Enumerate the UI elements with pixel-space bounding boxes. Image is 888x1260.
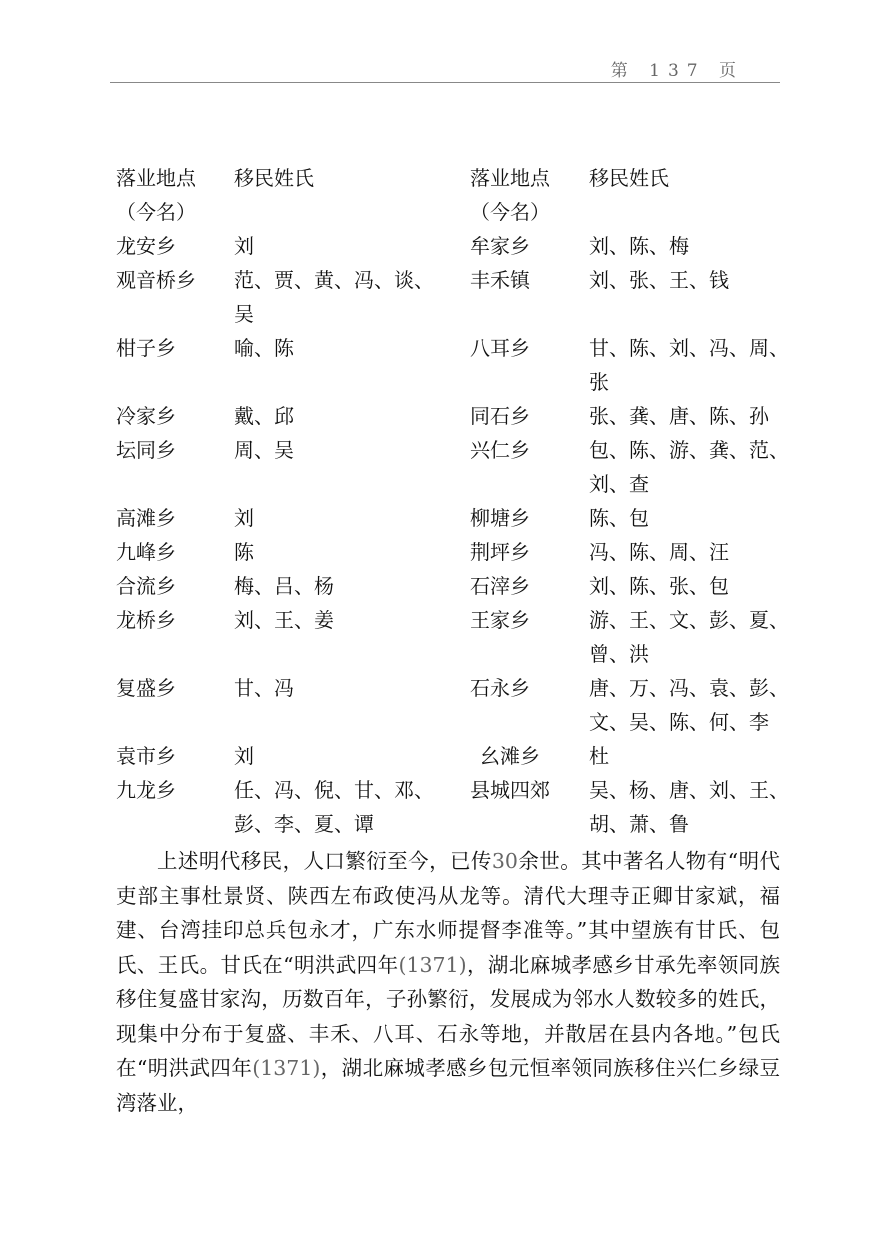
table-cell-place: 袁市乡 [116, 744, 176, 768]
table-cell-surnames: 胡、萧、鲁 [589, 812, 689, 836]
paragraph-sentence: ，湖北麻城孝感乡包元恒率领同族移住兴仁乡绿豆湾落业， [116, 1056, 780, 1115]
table-cell-surnames: 唐、万、冯、袁、彭、 [589, 676, 789, 700]
table-cell-place: 石永乡 [470, 676, 530, 700]
header-place-left [116, 161, 196, 229]
table-cell-surnames: 张、龚、唐、陈、孙 [589, 404, 769, 428]
generation-count: 30 [491, 849, 518, 873]
table-cell-place: 龙桥乡 [116, 608, 176, 632]
paragraph-sentence: ，湖北麻城孝感乡甘承先率领同族移住复盛甘家沟，历数百年，子孙繁衍，发展成为邻水人数较多的姓氏，现集中分布于复盛、丰禾、八耳、石永等地，并散居在县内各地。”包氏在“明洪武四年 [116, 952, 781, 1080]
header-place-label: 落业地点 [470, 166, 550, 190]
table-cell-surnames: 冯、陈、周、汪 [589, 540, 729, 564]
table-cell-place: 九峰乡 [116, 540, 176, 564]
table-cell-surnames: 刘、王、姜 [234, 608, 334, 632]
table-cell-surnames: 游、王、文、彭、夏、 [589, 608, 789, 632]
table-cell-place: 坛同乡 [116, 438, 176, 462]
table-cell-place: 观音桥乡 [116, 268, 196, 292]
table-cell-surnames: 刘、陈、张、包 [589, 574, 729, 598]
header-place-sub: （今名） [470, 200, 550, 224]
header-place-label: 落业地点 [116, 166, 196, 190]
left-place-column [116, 229, 196, 807]
table-cell-surnames: 甘、陈、刘、冯、周、 [589, 336, 789, 360]
table-cell-place: 王家乡 [470, 608, 530, 632]
right-place-column [470, 229, 550, 807]
table-cell-surnames: 曾、洪 [589, 642, 649, 666]
table-cell-surnames: 彭、李、夏、谭 [234, 812, 374, 836]
table-cell-place: 荆坪乡 [470, 540, 530, 564]
table-cell-place: 幺滩乡 [480, 744, 540, 768]
table-cell-surnames: 范、贾、黄、冯、谈、 [234, 268, 434, 292]
paragraph-text [116, 844, 780, 1120]
table-cell-surnames: 刘、张、王、钱 [589, 268, 729, 292]
header-place-sub: （今名） [116, 200, 196, 224]
table-cell-place: 合流乡 [116, 574, 176, 598]
table-cell-place: 冷家乡 [116, 404, 176, 428]
table-cell-place: 复盛乡 [116, 676, 176, 700]
table-cell-surnames: 刘 [234, 744, 254, 768]
table-cell-surnames: 梅、吕、杨 [234, 574, 334, 598]
table-cell-surnames: 吴 [234, 302, 254, 326]
table-cell-surnames: 戴、邱 [234, 404, 294, 428]
table-cell-surnames: 文、吴、陈、何、李 [589, 710, 769, 734]
table-cell-place: 柑子乡 [116, 336, 176, 360]
table-cell-place: 柳塘乡 [470, 506, 530, 530]
table-cell-place: 丰禾镇 [470, 268, 530, 292]
header-place-right [470, 161, 550, 229]
table-cell-surnames: 喻、陈 [234, 336, 294, 360]
table-cell-surnames: 任、冯、倪、甘、邓、 [234, 778, 434, 802]
right-surnames-column [589, 229, 789, 841]
table-cell-place: 同石乡 [470, 404, 530, 428]
table-cell-surnames: 甘、冯 [234, 676, 294, 700]
table-cell-place: 龙安乡 [116, 234, 176, 258]
table-cell-surnames: 刘、查 [589, 472, 649, 496]
table-cell-place: 八耳乡 [470, 336, 530, 360]
table-cell-surnames: 周、吴 [234, 438, 294, 462]
table-cell-surnames: 刘 [234, 234, 254, 258]
body-paragraph [116, 844, 780, 1120]
year-number: (1371) [398, 952, 467, 977]
table-cell-surnames: 刘、陈、梅 [589, 234, 689, 258]
table-cell-place: 高滩乡 [116, 506, 176, 530]
header-surnames-left: 移民姓氏 [234, 166, 314, 190]
table-cell-surnames: 陈、包 [589, 506, 649, 530]
paragraph-sentence: 余世。其中著名人物有“明代吏部主事杜景贤、陕西左布政使冯从龙等。清代大理寺正卿甘家斌，福建、台湾挂印总兵包永才，广东水师提督李准等。”其中望族有甘氏、包氏、王氏。甘氏在“明洪武四年 [116, 849, 781, 977]
table-cell-place: 牟家乡 [470, 234, 530, 258]
table-cell-surnames: 张 [589, 370, 609, 394]
table-cell-surnames: 吴、杨、唐、刘、王、 [589, 778, 789, 802]
left-surnames-column [234, 229, 434, 841]
table-cell-surnames: 包、陈、游、龚、范、 [589, 438, 789, 462]
table-cell-place: 县城四郊 [470, 778, 550, 802]
table-cell-place: 石滓乡 [470, 574, 530, 598]
page-number: 第 137 页 [610, 61, 744, 81]
table-cell-place: 九龙乡 [116, 778, 176, 802]
table-cell-surnames: 杜 [589, 744, 609, 768]
year-number: (1371) [252, 1056, 321, 1080]
header-surnames-right: 移民姓氏 [589, 166, 669, 190]
table-cell-surnames: 陈 [234, 540, 254, 564]
table-cell-place: 兴仁乡 [470, 438, 530, 462]
paragraph-sentence: 上述明代移民，人口繁衍至今，已传 [157, 849, 492, 873]
table-cell-surnames: 刘 [234, 506, 254, 530]
page-header [110, 50, 780, 83]
